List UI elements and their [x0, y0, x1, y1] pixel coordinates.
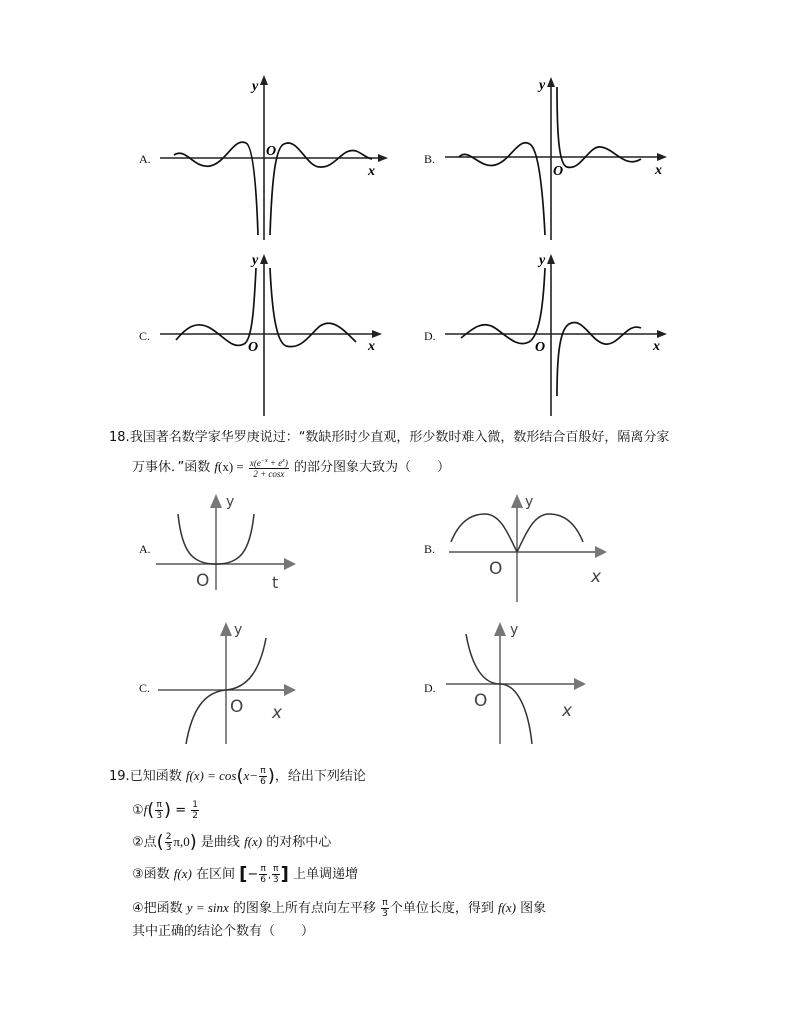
y-axis-arrow [220, 622, 232, 636]
q19-intro-tail: ，给出下列结论 [274, 769, 366, 784]
origin-label: O [553, 164, 564, 179]
function-fraction [249, 456, 289, 479]
y-axis-arrow [494, 622, 506, 636]
y-axis-arrow [547, 254, 555, 264]
function-name: f(x) [497, 900, 517, 915]
item-text: 是曲线 [200, 835, 240, 850]
q18-line2 [132, 456, 692, 479]
item-text: 在区间 [195, 867, 235, 882]
q18-text-b: 的部分图象大致为（ ） [294, 460, 451, 475]
q18-graph-a [150, 492, 310, 592]
x-axis-label: x [368, 339, 375, 354]
origin-label: O [535, 340, 546, 355]
q17-graph-c [160, 250, 390, 420]
function-arg: x− [243, 768, 259, 783]
q17-option-c-label: C. [139, 329, 151, 343]
q17-option-a-label: A. [139, 152, 151, 166]
item-text-end: 上单调递增 [293, 867, 359, 882]
item-text-end: 的对称中心 [266, 835, 332, 850]
q19-intro [109, 766, 669, 787]
question-number: 19. [109, 769, 130, 784]
x-axis-arrow [372, 330, 382, 338]
item-text-unit: 个单位长度，得到 [389, 901, 494, 916]
function-expression: f(x) = cos [185, 768, 237, 783]
paren-close: ) [267, 765, 275, 787]
x-axis-label: t [272, 573, 279, 592]
origin-label: O [266, 144, 277, 159]
y-axis-label: y [226, 494, 235, 510]
origin-label: O [230, 697, 244, 717]
x-axis-arrow [284, 558, 296, 570]
point-coordinates: π,0 [173, 834, 190, 849]
y-axis-label: y [539, 78, 546, 93]
y-axis-arrow [260, 254, 268, 264]
y-axis-label: y [252, 79, 259, 94]
question-number: 18. [109, 430, 130, 445]
curve [517, 514, 583, 552]
q18-graph-b [445, 492, 625, 602]
q19-item1: ①f( $\frac{\pi}{3}$ ) = $\frac{1}{2}$ [132, 799, 198, 821]
item-marker: ④把函数 [132, 901, 183, 916]
curve [466, 634, 532, 744]
q17-graph-d [445, 250, 675, 420]
curve [270, 268, 356, 347]
x-axis-arrow [657, 330, 667, 338]
y-axis-arrow [511, 494, 523, 508]
function-arg: (x) = [218, 459, 244, 474]
y-axis-label: y [234, 622, 243, 638]
curve [451, 514, 517, 552]
q18-graph-c [152, 620, 312, 750]
y-axis-label: y [539, 253, 546, 268]
origin-label: O [489, 559, 503, 579]
minus-sign: − [247, 867, 259, 882]
item-marker: ① [132, 803, 144, 818]
x-axis-arrow [378, 154, 388, 162]
origin-label: O [248, 340, 259, 355]
fraction-pi-over-3: $\frac{\pi}{3}$ [156, 800, 163, 821]
q17-option-b-label: B. [424, 152, 436, 166]
q18-option-d-label: D. [424, 681, 436, 695]
q17-graph-b [445, 75, 675, 245]
q19-intro-text: 已知函数 [129, 769, 182, 784]
fraction-two-thirds: $\frac{2}{3}$ [165, 832, 172, 853]
item-text-end: 图象 [520, 901, 547, 916]
x-axis-label: x [562, 701, 573, 721]
q18-option-c-label: C. [139, 681, 151, 695]
item-marker: ③函数 [132, 867, 170, 882]
origin-label: O [474, 691, 488, 711]
fraction-numerator: $x(e^{-x} + e^x)$ [249, 458, 288, 468]
item-text: 的图象上所有点向左平移 [232, 901, 376, 916]
fraction-pi-over-3: $\frac{\pi}{3}$ [272, 864, 279, 885]
q18-option-a-label: A. [139, 542, 151, 556]
x-axis-arrow [574, 678, 586, 690]
q18-text-line1: 我国著名数学家华罗庚说过：“数缺形时少直观，形少数时难入微，数形结合百般好，隔离分家 [129, 430, 670, 445]
y-axis-label: y [525, 494, 534, 510]
origin-label: O [196, 571, 210, 591]
fraction-pi-over-3: $\frac{\pi}{3}$ [382, 898, 388, 919]
function-name: f(x) [244, 834, 263, 849]
q17-option-d-label: D. [424, 329, 436, 343]
function-name: f [214, 459, 219, 474]
x-axis-label: x [272, 703, 283, 723]
curve [174, 142, 258, 235]
q18-text-a: 万事休．”函数 [132, 460, 211, 475]
fraction-one-half: $\frac{1}{2}$ [192, 800, 198, 821]
function-expression: y = sinx [186, 900, 229, 915]
q17-graph-a [160, 75, 390, 245]
q19-item3: ③函数 f(x) 在区间 [− $\frac{\pi}{6}$ , $\frac{\pi}{3}$ ] 上单调递增 [132, 863, 359, 885]
curve [557, 87, 641, 167]
x-axis-arrow [595, 546, 607, 558]
paren-open: ( [236, 765, 244, 787]
x-axis-label: x [653, 339, 660, 354]
y-axis-arrow [547, 77, 555, 87]
function-name: f(x) [173, 866, 192, 881]
question-prompt: 其中正确的结论个数有（ ） [132, 924, 315, 939]
equals-sign: = [175, 803, 187, 818]
x-axis-label: x [655, 163, 662, 178]
fraction-pi-over-6: $\frac{\pi}{6}$ [260, 766, 266, 787]
q18-option-b-label: B. [424, 542, 436, 556]
y-axis-label: y [252, 253, 259, 268]
fraction-pi-over-6: $\frac{\pi}{6}$ [260, 864, 267, 885]
y-axis-arrow [210, 494, 222, 508]
q19-question [132, 922, 672, 942]
item-marker: ②点 [132, 835, 157, 850]
q18-graph-d [440, 620, 610, 750]
x-axis-arrow [284, 684, 296, 696]
x-axis-label: x [591, 567, 602, 587]
q18-line1 [109, 428, 709, 448]
curve [270, 143, 372, 235]
q19-item4 [132, 898, 712, 919]
fraction-denominator: 2 + cosx [253, 469, 285, 479]
x-axis-label: x [368, 164, 375, 179]
curve [461, 268, 545, 344]
y-axis-label: y [510, 622, 519, 638]
x-axis-arrow [657, 153, 667, 161]
function-name: f [143, 802, 148, 817]
y-axis-arrow [260, 75, 268, 85]
q19-item2: ②点( $\frac{2}{3}$ π,0) 是曲线 f(x) 的对称中心 [132, 831, 332, 853]
